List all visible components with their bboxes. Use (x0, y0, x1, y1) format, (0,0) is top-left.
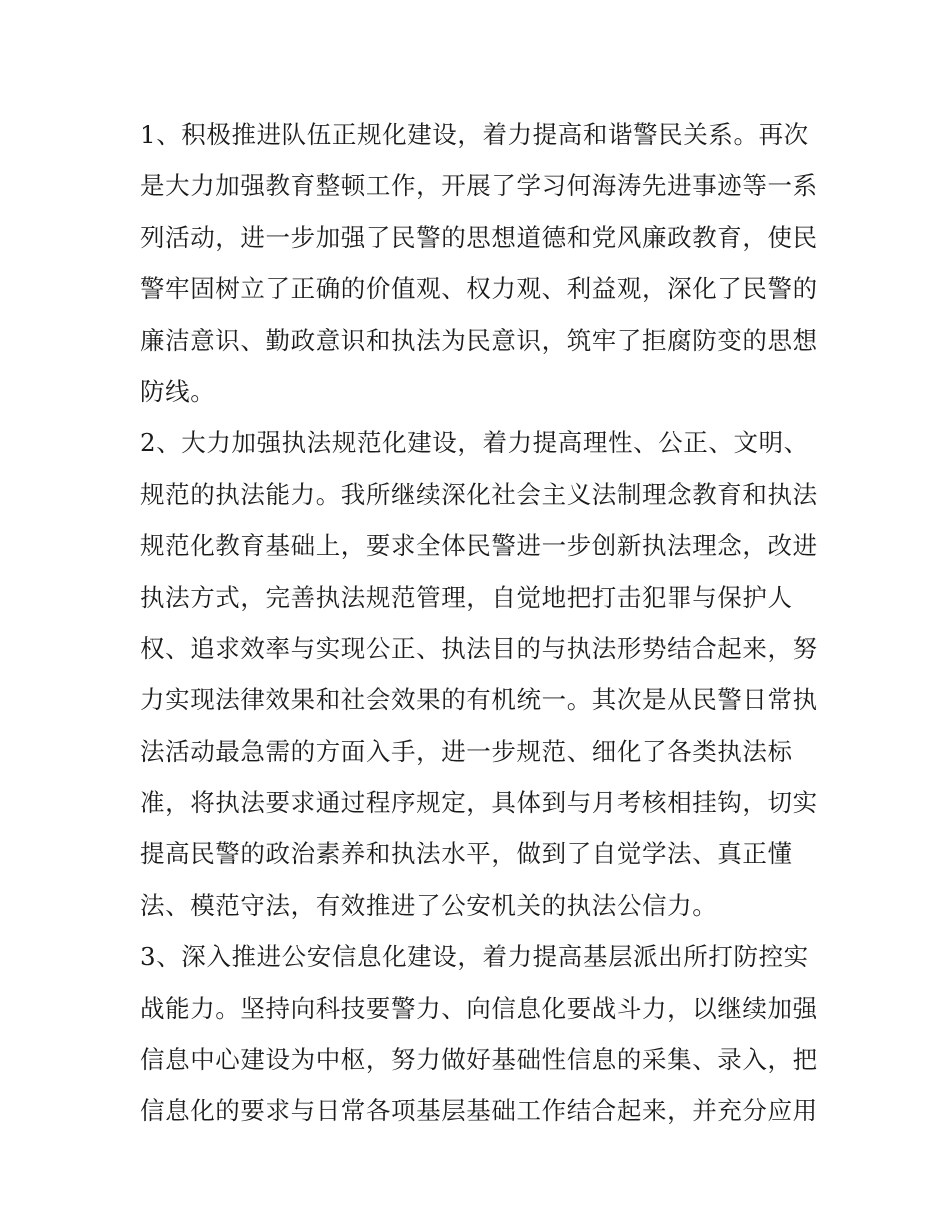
text-line: 1、积极推进队伍正规化建设，着力提高和谐警民关系。再次 (140, 120, 809, 149)
text-line: 准，将执法要求通过程序规定，具体到与月考核相挂钩，切实 (140, 788, 818, 818)
text-line: 警牢固树立了正确的价值观、权力观、利益观，深化了民警的 (140, 274, 818, 304)
text-line: 执法方式，完善执法规范管理，自觉地把打击犯罪与保护人 (140, 582, 793, 612)
text-line: 3、深入推进公安信息化建设，着力提高基层派出所打防控实 (140, 942, 809, 972)
text-line: 信息中心建设为中枢，努力做好基础性信息的采集、录入，把 (140, 1045, 818, 1075)
text-line: 廉洁意识、勤政意识和执法为民意识，筑牢了拒腐防变的思想 (140, 325, 818, 355)
text-line: 提高民警的政治素养和执法水平，做到了自觉学法、真正懂 (140, 839, 793, 869)
text-line: 规范化教育基础上，要求全体民警进一步创新执法理念，改进 (140, 531, 818, 561)
text-line: 列活动，进一步加强了民警的思想道德和党风廉政教育，使民 (140, 222, 818, 252)
text-line: 法、模范守法，有效推进了公安机关的执法公信力。 (140, 890, 718, 920)
text-line: 2、大力加强执法规范化建设，着力提高理性、公正、文明、 (140, 428, 809, 458)
text-line: 力实现法律效果和社会效果的有机统一。其次是从民警日常执 (140, 685, 818, 715)
text-line: 权、追求效率与实现公正、执法目的与执法形势结合起来，努 (140, 633, 818, 663)
text-line: 信息化的要求与日常各项基层基础工作结合起来，并充分应用 (140, 1096, 818, 1126)
document-body (140, 109, 818, 1137)
text-line: 战能力。坚持向科技要警力、向信息化要战斗力，以继续加强 (140, 993, 818, 1023)
text-line: 是大力加强教育整顿工作，开展了学习何海涛先进事迹等一系 (140, 171, 818, 201)
text-line: 规范的执法能力。我所继续深化社会主义法制理念教育和执法 (140, 479, 818, 509)
text-line: 防线。 (140, 376, 216, 406)
text-line: 法活动最急需的方面入手，进一步规范、细化了各类执法标 (140, 736, 793, 766)
